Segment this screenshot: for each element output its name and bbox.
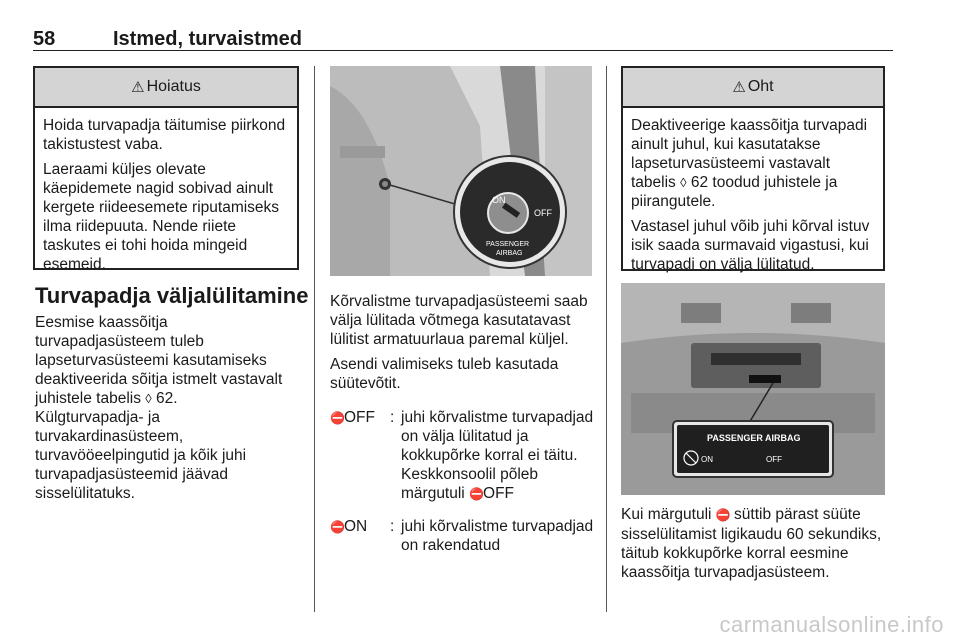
body-line: juhistele tabelis	[35, 390, 141, 407]
middle-text	[330, 292, 600, 399]
xref-arrow-icon: ◊	[680, 175, 687, 190]
middle-para-2: Asendi valimiseks tuleb kasutada süütevõtit.	[330, 356, 559, 392]
page-header	[33, 14, 893, 51]
column-divider-2	[606, 66, 607, 612]
section-heading: Turvapadja väljalülitamine	[35, 283, 309, 308]
airbag-indicator-illustration	[621, 283, 885, 495]
danger-para-2: Vastasel juhul võib juhi kõrval istuv isik saada surmavaid vigastusi, kui turvapadi on välja lülitatud.	[631, 218, 870, 273]
danger-box-header	[623, 68, 883, 108]
body-line: turvapadjasüsteemid jäävad	[35, 466, 229, 483]
page-number: 58	[33, 28, 56, 50]
body-line: lapseturvasüsteemi kasutamiseks	[35, 352, 267, 369]
airbag-on-icon: ⛔	[330, 520, 344, 534]
body-line: deaktiveerida sõitja istmelt vastavalt	[35, 371, 283, 388]
danger-box	[621, 66, 885, 271]
on-colon: :	[390, 518, 395, 535]
body-line: turvakardinasüsteem,	[35, 428, 184, 445]
watermark: carmanualsonline.info	[719, 612, 944, 637]
right-text-rest: süttib pärast süüte sisselülitamist ligikaudu 60 sekundiks, täitub kokkupõrke korral eesmine kaassõitja turvapadjasüsteem.	[621, 506, 882, 581]
xref-arrow-icon: ◊	[145, 391, 152, 406]
off-state-row	[330, 408, 600, 518]
on-state-row	[330, 517, 600, 557]
switch-passenger-label: PASSENGER	[486, 241, 530, 248]
on-description: juhi kõrvalistme turvapadjad on rakendatud	[401, 518, 594, 554]
indicator-label: PASSENGER AIRBAG	[707, 433, 801, 443]
off-description-tail: OFF	[483, 485, 515, 502]
switch-off-label: OFF	[534, 208, 552, 218]
airbag-switch-illustration	[330, 66, 592, 276]
warning-box-title: Hoiatus	[146, 78, 201, 95]
warning-para-2: Laeraami küljes olevate käepidemete nagid sobivad ainult kergete riideesemete riputamiseks ilma riidepuuta. Nende riiete taskutes ei tohi hoida mingeid esemeid.	[43, 161, 280, 273]
airbag-off-icon: ⛔	[469, 487, 484, 501]
off-description: juhi kõrvalistme turvapadjad on välja lülitatud ja kokkupõrke korral ei täitu. Keskkonsoolil põleb märgutuli	[401, 409, 594, 502]
middle-para-1: Kõrvalistme turvapadjasüsteemi saab välja lülitada võtmega kasutatavast lülitist armatuurlaua paremal küljel.	[330, 293, 588, 348]
column-divider-1	[314, 66, 315, 612]
body-line: turvapadjasüsteem tuleb	[35, 333, 204, 350]
airbag-on-icon: ⛔	[715, 508, 730, 522]
body-line: turvavööeelpingutid ja kõik juhi	[35, 447, 247, 464]
on-term: ON	[343, 518, 368, 535]
switch-airbag-label: AIRBAG	[496, 250, 523, 257]
danger-para-1: Deaktiveerige kaassõitja turvapadi ainult juhul, kui kasutatakse lapseturvasüsteemi vastavalt tabelis ◊ 62 toodud juhistele ja piirangutele.	[631, 117, 868, 210]
body-line: Eesmise kaassõitja	[35, 314, 168, 331]
indicator-off-label: OFF	[766, 455, 782, 464]
xref-page[interactable]: 62.	[156, 390, 178, 407]
warning-box	[33, 66, 299, 273]
section-body	[35, 313, 305, 503]
off-term: OFF	[343, 409, 375, 426]
warning-box-header	[35, 68, 297, 108]
switch-on-label: ON	[492, 195, 506, 205]
warning-triangle-icon: ⚠	[732, 79, 746, 96]
indicator-on-label: ON	[701, 455, 713, 464]
danger-box-title: Oht	[747, 78, 774, 95]
chapter-title: Istmed, turvaistmed	[113, 28, 302, 50]
body-line: Külgturvapadja- ja	[35, 409, 160, 426]
airbag-off-icon: ⛔	[330, 411, 344, 425]
warning-para-1: Hoida turvapadja täitumise piirkond takistustest vaba.	[43, 117, 286, 153]
body-line: sisselülitatuks.	[35, 485, 135, 502]
right-text-lead: Kui märgutuli	[621, 506, 712, 523]
right-text	[621, 505, 885, 582]
off-colon: :	[390, 409, 395, 426]
body-line-xref	[35, 389, 305, 408]
warning-triangle-icon: ⚠	[131, 79, 145, 96]
